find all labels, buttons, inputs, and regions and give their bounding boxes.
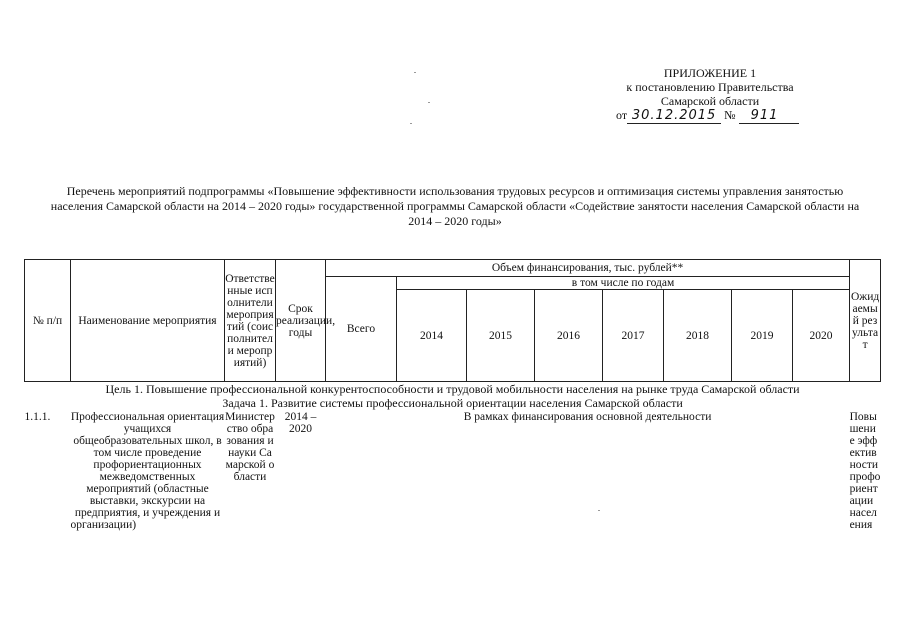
decree-underline	[791, 111, 799, 124]
decree-from-label: от	[616, 108, 628, 122]
header-year-2020: 2020	[793, 290, 850, 382]
row-num: 1.1.1.	[24, 410, 51, 423]
header-year-2015: 2015	[467, 290, 535, 382]
header-funding: Объем финансирования, тыс. рублей**	[326, 260, 850, 277]
row-name: Профессиональная ориентация учащихся общеобразовательных школ, в том числе проведение профориентационных межведомственных мероприятий (областные выставки, экскурсии на предприятия, и учреждения и организации)	[70, 410, 225, 531]
header-num: № п/п	[25, 260, 71, 382]
appendix-header	[600, 66, 820, 108]
task-row: Задача 1. Развитие системы профессиональной ориентации населения Самарской области	[222, 395, 683, 410]
scan-speck	[598, 510, 600, 511]
row-period: 2014 – 2020	[284, 410, 317, 435]
row-responsible: Министерство образования и науки Самарской области	[225, 410, 275, 483]
header-year-2016: 2016	[535, 290, 603, 382]
decree-number-label: №	[724, 108, 736, 122]
header-year-2017: 2017	[603, 290, 664, 382]
header-year-2014: 2014	[397, 290, 467, 382]
scan-speck	[410, 123, 412, 124]
scan-speck	[428, 102, 430, 103]
table-row	[25, 410, 881, 531]
header-responsible: Ответственные исполнители мероприятий (соисполнители мероприятий)	[225, 260, 276, 382]
row-result: Повышение эффективности профориентации населения	[849, 410, 881, 531]
header-result: Ожидаемый результат	[850, 260, 881, 382]
scan-speck	[414, 72, 416, 73]
header-by-year: в том числе по годам	[397, 277, 850, 290]
decree-number: 911	[739, 109, 791, 124]
appendix-title: ПРИЛОЖЕНИЕ 1	[663, 66, 757, 80]
decree-line	[616, 108, 799, 124]
goal-row: Цель 1. Повышение профессиональной конкурентоспособности и трудовой мобильности населения на рынке труда Самарской области	[25, 382, 881, 396]
header-total: Всего	[326, 277, 397, 382]
appendix-line-3: Самарской области	[660, 94, 760, 108]
header-name: Наименование мероприятия	[71, 260, 225, 382]
header-year-2019: 2019	[732, 290, 793, 382]
appendix-line-2: к постановлению Правительства	[626, 80, 794, 94]
measures-table	[24, 259, 881, 531]
header-period: Срок реализации, годы	[276, 260, 326, 382]
header-year-2018: 2018	[664, 290, 732, 382]
decree-date: 30.12.2015	[627, 109, 721, 124]
row-funding: В рамках финансирования основной деятельности	[463, 410, 712, 423]
document-title: Перечень мероприятий подпрограммы «Повышение эффективности использования трудовых ресурсов и оптимизация системы управления занятостью населения Самарской области на 2014 – 2020 годы» государственной программы Самарской области «Содействие занятости населения Самарской области на 2014 – 2020 годы»	[50, 184, 860, 228]
